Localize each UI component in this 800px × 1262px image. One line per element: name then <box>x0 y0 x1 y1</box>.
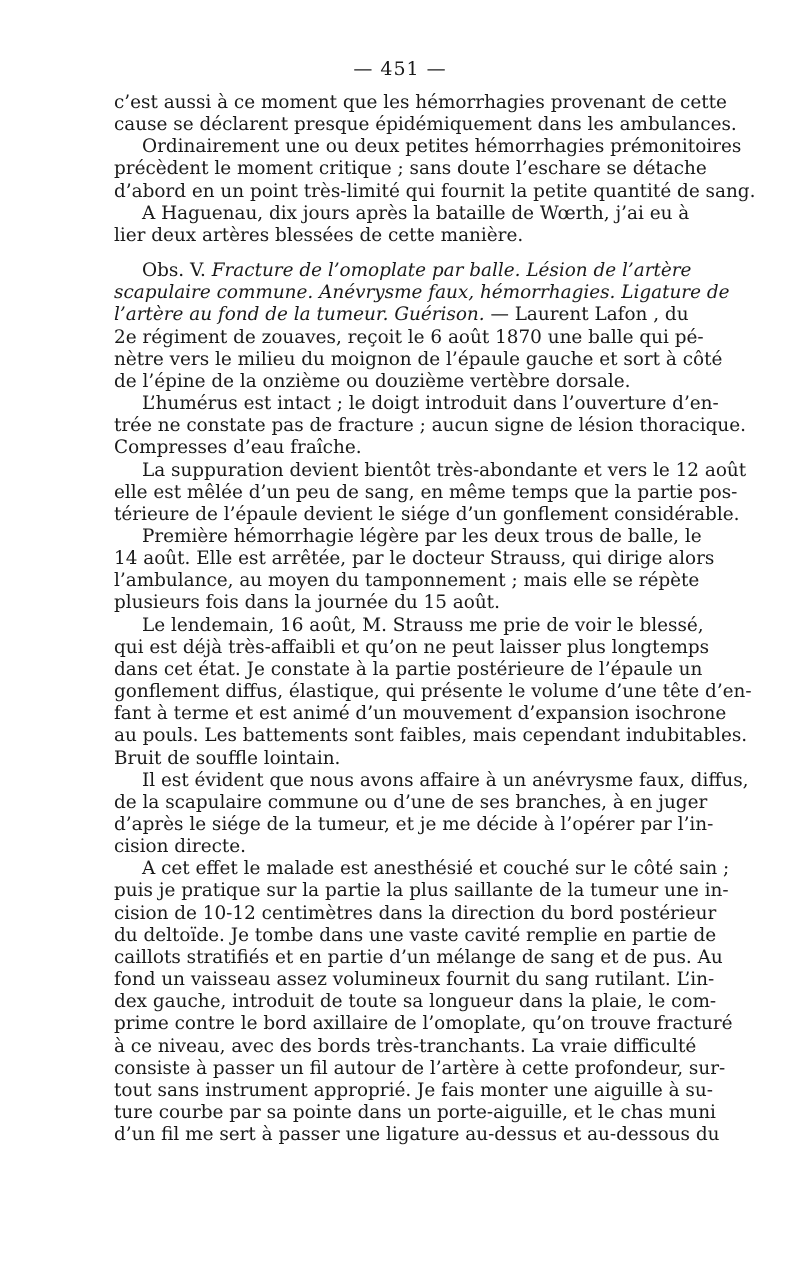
text-line: prime contre le bord axillaire de l’omoplate, qu’on trouve fracturé <box>114 1013 733 1035</box>
page-number: — 451 — <box>353 58 447 80</box>
text-line: plusieurs fois dans la journée du 15 août. <box>114 592 500 614</box>
text-line: Ordinairement une ou deux petites hémorrhagies prémonitoires <box>142 136 742 158</box>
text-line: La suppuration devient bientôt très-abondante et vers le 12 août <box>142 459 747 481</box>
text-line: Compresses d’eau fraîche. <box>114 437 362 459</box>
text-line: qui est déjà très-affaibli et qu’on ne peut laisser plus longtemps <box>114 636 710 658</box>
text-line: au pouls. Les battements sont faibles, mais cependant indubitables. <box>114 725 748 747</box>
text-line: Le lendemain, 16 août, M. Strauss me prie de voir le blessé, <box>142 614 704 636</box>
text-line: cision de 10-12 centimètres dans la direction du bord postérieur <box>114 902 717 924</box>
text-line: du deltoïde. Je tombe dans une vaste cavité remplie en partie de <box>114 924 717 946</box>
text-line: d’après le siége de la tumeur, et je me décide à l’opérer par l’in- <box>114 814 714 835</box>
text-line: dex gauche, introduit de toute sa longueur dans la plaie, le com- <box>114 991 717 1013</box>
text-line: cause se déclarent presque épidémiquement dans les ambulances. <box>114 114 737 136</box>
text-line: de la scapulaire commune ou d’une de ses branches, à en juger <box>114 791 708 813</box>
text-line: fond un vaisseau assez volumineux fournit du sang rutilant. L’in- <box>114 969 715 991</box>
text-line: A Haguenau, dix jours après la bataille de Wœrth, j’ai eu à <box>142 202 690 224</box>
text-line: Obs. V. Fracture de l’omoplate par balle. Lésion de l’artère <box>142 260 692 282</box>
text-line: à ce niveau, avec des bords très-tranchants. La vraie difficulté <box>114 1035 697 1057</box>
text-line: consiste à passer un fil autour de l’artère à cette profondeur, sur- <box>114 1057 726 1079</box>
text-line: Il est évident que nous avons affaire à un anévrysme faux, diffus, <box>142 769 749 791</box>
text-line: nètre vers le milieu du moignon de l’épaule gauche et sort à côté <box>114 348 723 370</box>
text-line: 2e régiment de zouaves, reçoit le 6 août 1870 une balle qui pé- <box>114 326 704 348</box>
text-line: caillots stratifiés et en partie d’un mélange de sang et de pus. Au <box>114 946 723 968</box>
text-line: scapulaire commune. Anévrysme faux, hémorrhagies. Ligature de <box>114 282 730 304</box>
text-line: térieure de l’épaule devient le siége d’un gonflement considérable. <box>114 503 740 525</box>
text-line: tout sans instrument approprié. Je fais monter une aiguille à su- <box>114 1079 713 1101</box>
text-line: c’est aussi à ce moment que les hémorrhagies provenant de cette <box>114 92 727 113</box>
text-line: lier deux artères blessées de cette manière. <box>114 224 524 246</box>
paragraph-gap <box>114 247 674 260</box>
text-line: puis je pratique sur la partie la plus saillante de la tumeur une in- <box>114 880 729 902</box>
text-line: l’artère au fond de la tumeur. Guérison. — Laurent Lafon , du <box>114 304 689 326</box>
text-line: fant à terme et est animé d’un mouvement d’expansion isochrone <box>114 703 727 725</box>
text-line: trée ne constate pas de fracture ; aucun signe de lésion thoracique. <box>114 415 746 437</box>
text-line: A cet effet le malade est anesthésié et couché sur le côté sain ; <box>142 858 730 880</box>
body-text <box>114 92 756 1146</box>
text-line: cision directe. <box>114 836 247 858</box>
text-line: d’un fil me sert à passer une ligature au-dessus et au-dessous du <box>114 1124 720 1146</box>
text-line: précèdent le moment critique ; sans doute l’eschare se détache <box>114 158 707 180</box>
text-line: l’ambulance, au moyen du tamponnement ; mais elle se répète <box>114 570 700 592</box>
text-line: Première hémorrhagie légère par les deux trous de balle, le <box>142 525 702 547</box>
text-line: gonflement diffus, élastique, qui présente le volume d’une tête d’en- <box>114 681 752 703</box>
text-line: Bruit de souffle lointain. <box>114 747 341 769</box>
text-line: dans cet état. Je constate à la partie postérieure de l’épaule un <box>114 658 703 680</box>
text-line: d’abord en un point très-limité qui fournit la petite quantité de sang. <box>114 180 756 202</box>
text-line: ture courbe par sa pointe dans un porte-aiguille, et le chas muni <box>114 1102 716 1124</box>
text-line: elle est mêlée d’un peu de sang, en même temps que la partie pos- <box>114 481 738 503</box>
text-line: de l’épine de la onzième ou douzième vertèbre dorsale. <box>114 370 631 392</box>
text-line: 14 août. Elle est arrêtée, par le docteur Strauss, qui dirige alors <box>114 548 715 570</box>
text-line: L’humérus est intact ; le doigt introduit dans l’ouverture d’en- <box>142 393 719 415</box>
